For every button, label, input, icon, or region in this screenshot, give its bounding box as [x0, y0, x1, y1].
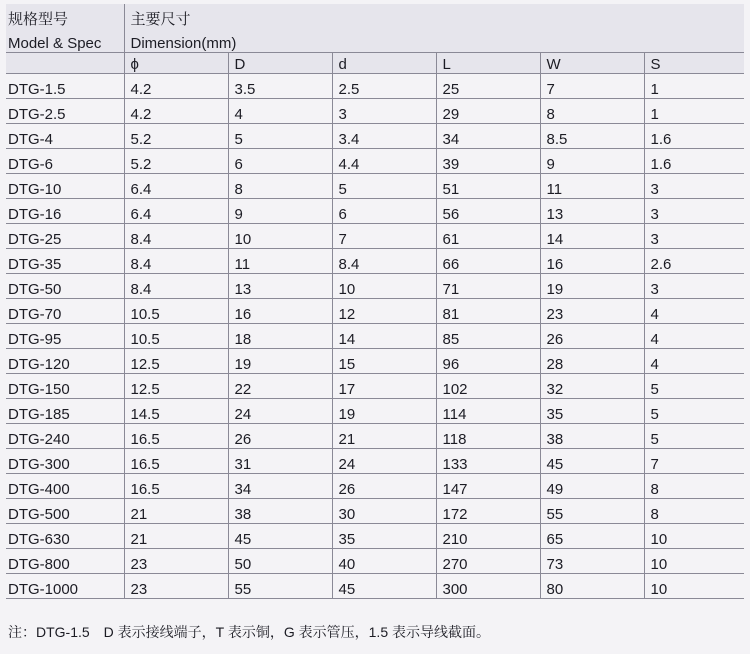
D-cell: 6 [228, 149, 332, 174]
D-cell: 4 [228, 99, 332, 124]
L-cell: 300 [436, 574, 540, 599]
W-cell: 16 [540, 249, 644, 274]
L-cell: 39 [436, 149, 540, 174]
D-cell: 10 [228, 224, 332, 249]
W-cell: 19 [540, 274, 644, 299]
D-cell: 18 [228, 324, 332, 349]
d-cell: 26 [332, 474, 436, 499]
phi-cell: 23 [124, 549, 228, 574]
model-spec-cell: DTG-1000 [6, 574, 124, 599]
phi-cell: 8.4 [124, 274, 228, 299]
table-row [6, 324, 744, 349]
D-cell: 22 [228, 374, 332, 399]
S-cell: 5 [644, 424, 744, 449]
d-cell: 3.4 [332, 124, 436, 149]
D-cell: 50 [228, 549, 332, 574]
W-cell: 23 [540, 299, 644, 324]
S-cell: 5 [644, 399, 744, 424]
W-cell: 49 [540, 474, 644, 499]
d-cell: 4.4 [332, 149, 436, 174]
L-cell: 61 [436, 224, 540, 249]
header-row-english [6, 28, 744, 53]
phi-cell: 4.2 [124, 74, 228, 99]
W-cell: 73 [540, 549, 644, 574]
phi-cell: 6.4 [124, 199, 228, 224]
dimension-header-en: Dimension(mm) [124, 28, 744, 53]
d-cell: 14 [332, 324, 436, 349]
L-cell: 118 [436, 424, 540, 449]
table-row [6, 124, 744, 149]
D-cell: 8 [228, 174, 332, 199]
S-cell: 10 [644, 574, 744, 599]
d-cell: 30 [332, 499, 436, 524]
d-cell: 2.5 [332, 74, 436, 99]
L-cell: 56 [436, 199, 540, 224]
table-row [6, 274, 744, 299]
phi-cell: 8.4 [124, 224, 228, 249]
model-spec-cell: DTG-400 [6, 474, 124, 499]
table-row [6, 249, 744, 274]
table-row [6, 549, 744, 574]
model-spec-cell: DTG-35 [6, 249, 124, 274]
phi-cell: 6.4 [124, 174, 228, 199]
model-spec-cell: DTG-1.5 [6, 74, 124, 99]
d-cell: 40 [332, 549, 436, 574]
L-cell: 114 [436, 399, 540, 424]
D-cell: 38 [228, 499, 332, 524]
L-cell: 147 [436, 474, 540, 499]
W-cell: 38 [540, 424, 644, 449]
L-cell: 133 [436, 449, 540, 474]
column-header-blank [6, 53, 124, 74]
d-cell: 19 [332, 399, 436, 424]
model-spec-cell: DTG-10 [6, 174, 124, 199]
table-row [6, 499, 744, 524]
column-header-row [6, 53, 744, 74]
S-cell: 3 [644, 274, 744, 299]
W-cell: 13 [540, 199, 644, 224]
D-cell: 5 [228, 124, 332, 149]
model-spec-cell: DTG-70 [6, 299, 124, 324]
L-cell: 51 [436, 174, 540, 199]
S-cell: 10 [644, 524, 744, 549]
phi-cell: 16.5 [124, 474, 228, 499]
dimension-header-cn: 主要尺寸 [124, 4, 744, 28]
S-cell: 3 [644, 224, 744, 249]
W-cell: 55 [540, 499, 644, 524]
d-cell: 21 [332, 424, 436, 449]
table-row [6, 149, 744, 174]
column-header-L: L [436, 53, 540, 74]
D-cell: 45 [228, 524, 332, 549]
table-row [6, 224, 744, 249]
phi-cell: 23 [124, 574, 228, 599]
d-cell: 15 [332, 349, 436, 374]
phi-cell: 21 [124, 499, 228, 524]
table-row [6, 299, 744, 324]
S-cell: 4 [644, 324, 744, 349]
phi-cell: 8.4 [124, 249, 228, 274]
D-cell: 11 [228, 249, 332, 274]
L-cell: 102 [436, 374, 540, 399]
table-row [6, 449, 744, 474]
S-cell: 1.6 [644, 124, 744, 149]
table-row [6, 199, 744, 224]
phi-cell: 10.5 [124, 324, 228, 349]
S-cell: 1.6 [644, 149, 744, 174]
table-row [6, 424, 744, 449]
phi-cell: 14.5 [124, 399, 228, 424]
table-row [6, 474, 744, 499]
phi-cell: 12.5 [124, 374, 228, 399]
W-cell: 14 [540, 224, 644, 249]
L-cell: 66 [436, 249, 540, 274]
model-spec-cell: DTG-500 [6, 499, 124, 524]
d-cell: 17 [332, 374, 436, 399]
L-cell: 172 [436, 499, 540, 524]
model-spec-cell: DTG-150 [6, 374, 124, 399]
D-cell: 31 [228, 449, 332, 474]
d-cell: 5 [332, 174, 436, 199]
model-spec-cell: DTG-120 [6, 349, 124, 374]
S-cell: 1 [644, 99, 744, 124]
W-cell: 26 [540, 324, 644, 349]
table-row [6, 574, 744, 599]
model-spec-cell: DTG-300 [6, 449, 124, 474]
W-cell: 8 [540, 99, 644, 124]
model-spec-cell: DTG-16 [6, 199, 124, 224]
column-header-D: D [228, 53, 332, 74]
W-cell: 8.5 [540, 124, 644, 149]
table-row [6, 399, 744, 424]
D-cell: 34 [228, 474, 332, 499]
W-cell: 9 [540, 149, 644, 174]
D-cell: 24 [228, 399, 332, 424]
S-cell: 3 [644, 199, 744, 224]
column-header-W: W [540, 53, 644, 74]
phi-cell: 16.5 [124, 424, 228, 449]
L-cell: 210 [436, 524, 540, 549]
W-cell: 45 [540, 449, 644, 474]
L-cell: 71 [436, 274, 540, 299]
model-spec-cell: DTG-800 [6, 549, 124, 574]
S-cell: 1 [644, 74, 744, 99]
model-header-en: Model & Spec [6, 28, 124, 53]
S-cell: 5 [644, 374, 744, 399]
S-cell: 3 [644, 174, 744, 199]
table-row [6, 99, 744, 124]
W-cell: 7 [540, 74, 644, 99]
model-spec-cell: DTG-185 [6, 399, 124, 424]
model-spec-cell: DTG-6 [6, 149, 124, 174]
L-cell: 29 [436, 99, 540, 124]
S-cell: 8 [644, 474, 744, 499]
d-cell: 24 [332, 449, 436, 474]
model-spec-cell: DTG-25 [6, 224, 124, 249]
W-cell: 28 [540, 349, 644, 374]
dimension-table [6, 4, 744, 599]
L-cell: 34 [436, 124, 540, 149]
D-cell: 3.5 [228, 74, 332, 99]
D-cell: 55 [228, 574, 332, 599]
column-header-d: d [332, 53, 436, 74]
D-cell: 16 [228, 299, 332, 324]
D-cell: 9 [228, 199, 332, 224]
S-cell: 4 [644, 349, 744, 374]
S-cell: 4 [644, 299, 744, 324]
model-spec-cell: DTG-240 [6, 424, 124, 449]
table-row [6, 524, 744, 549]
d-cell: 8.4 [332, 249, 436, 274]
S-cell: 10 [644, 549, 744, 574]
L-cell: 270 [436, 549, 540, 574]
phi-cell: 10.5 [124, 299, 228, 324]
S-cell: 7 [644, 449, 744, 474]
column-header-S: S [644, 53, 744, 74]
phi-cell: 4.2 [124, 99, 228, 124]
table-row [6, 374, 744, 399]
model-header-cn: 规格型号 [6, 4, 124, 28]
phi-cell: 5.2 [124, 149, 228, 174]
footnote: 注：DTG-1.5 D 表示接线端子，T 表示铜，G 表示管压，1.5 表示导线截面。 [8, 624, 490, 640]
L-cell: 25 [436, 74, 540, 99]
table-row [6, 74, 744, 99]
S-cell: 8 [644, 499, 744, 524]
d-cell: 7 [332, 224, 436, 249]
D-cell: 19 [228, 349, 332, 374]
D-cell: 26 [228, 424, 332, 449]
W-cell: 11 [540, 174, 644, 199]
model-spec-cell: DTG-2.5 [6, 99, 124, 124]
phi-cell: 21 [124, 524, 228, 549]
W-cell: 35 [540, 399, 644, 424]
model-spec-cell: DTG-50 [6, 274, 124, 299]
W-cell: 65 [540, 524, 644, 549]
d-cell: 6 [332, 199, 436, 224]
d-cell: 35 [332, 524, 436, 549]
W-cell: 80 [540, 574, 644, 599]
phi-cell: 16.5 [124, 449, 228, 474]
table-row [6, 349, 744, 374]
W-cell: 32 [540, 374, 644, 399]
header-row-chinese [6, 4, 744, 28]
phi-cell: 12.5 [124, 349, 228, 374]
column-header-phi: ϕ [124, 53, 228, 74]
L-cell: 96 [436, 349, 540, 374]
model-spec-cell: DTG-630 [6, 524, 124, 549]
L-cell: 85 [436, 324, 540, 349]
D-cell: 13 [228, 274, 332, 299]
table-row [6, 174, 744, 199]
model-spec-cell: DTG-4 [6, 124, 124, 149]
model-spec-cell: DTG-95 [6, 324, 124, 349]
d-cell: 45 [332, 574, 436, 599]
d-cell: 3 [332, 99, 436, 124]
S-cell: 2.6 [644, 249, 744, 274]
d-cell: 12 [332, 299, 436, 324]
phi-cell: 5.2 [124, 124, 228, 149]
d-cell: 10 [332, 274, 436, 299]
L-cell: 81 [436, 299, 540, 324]
